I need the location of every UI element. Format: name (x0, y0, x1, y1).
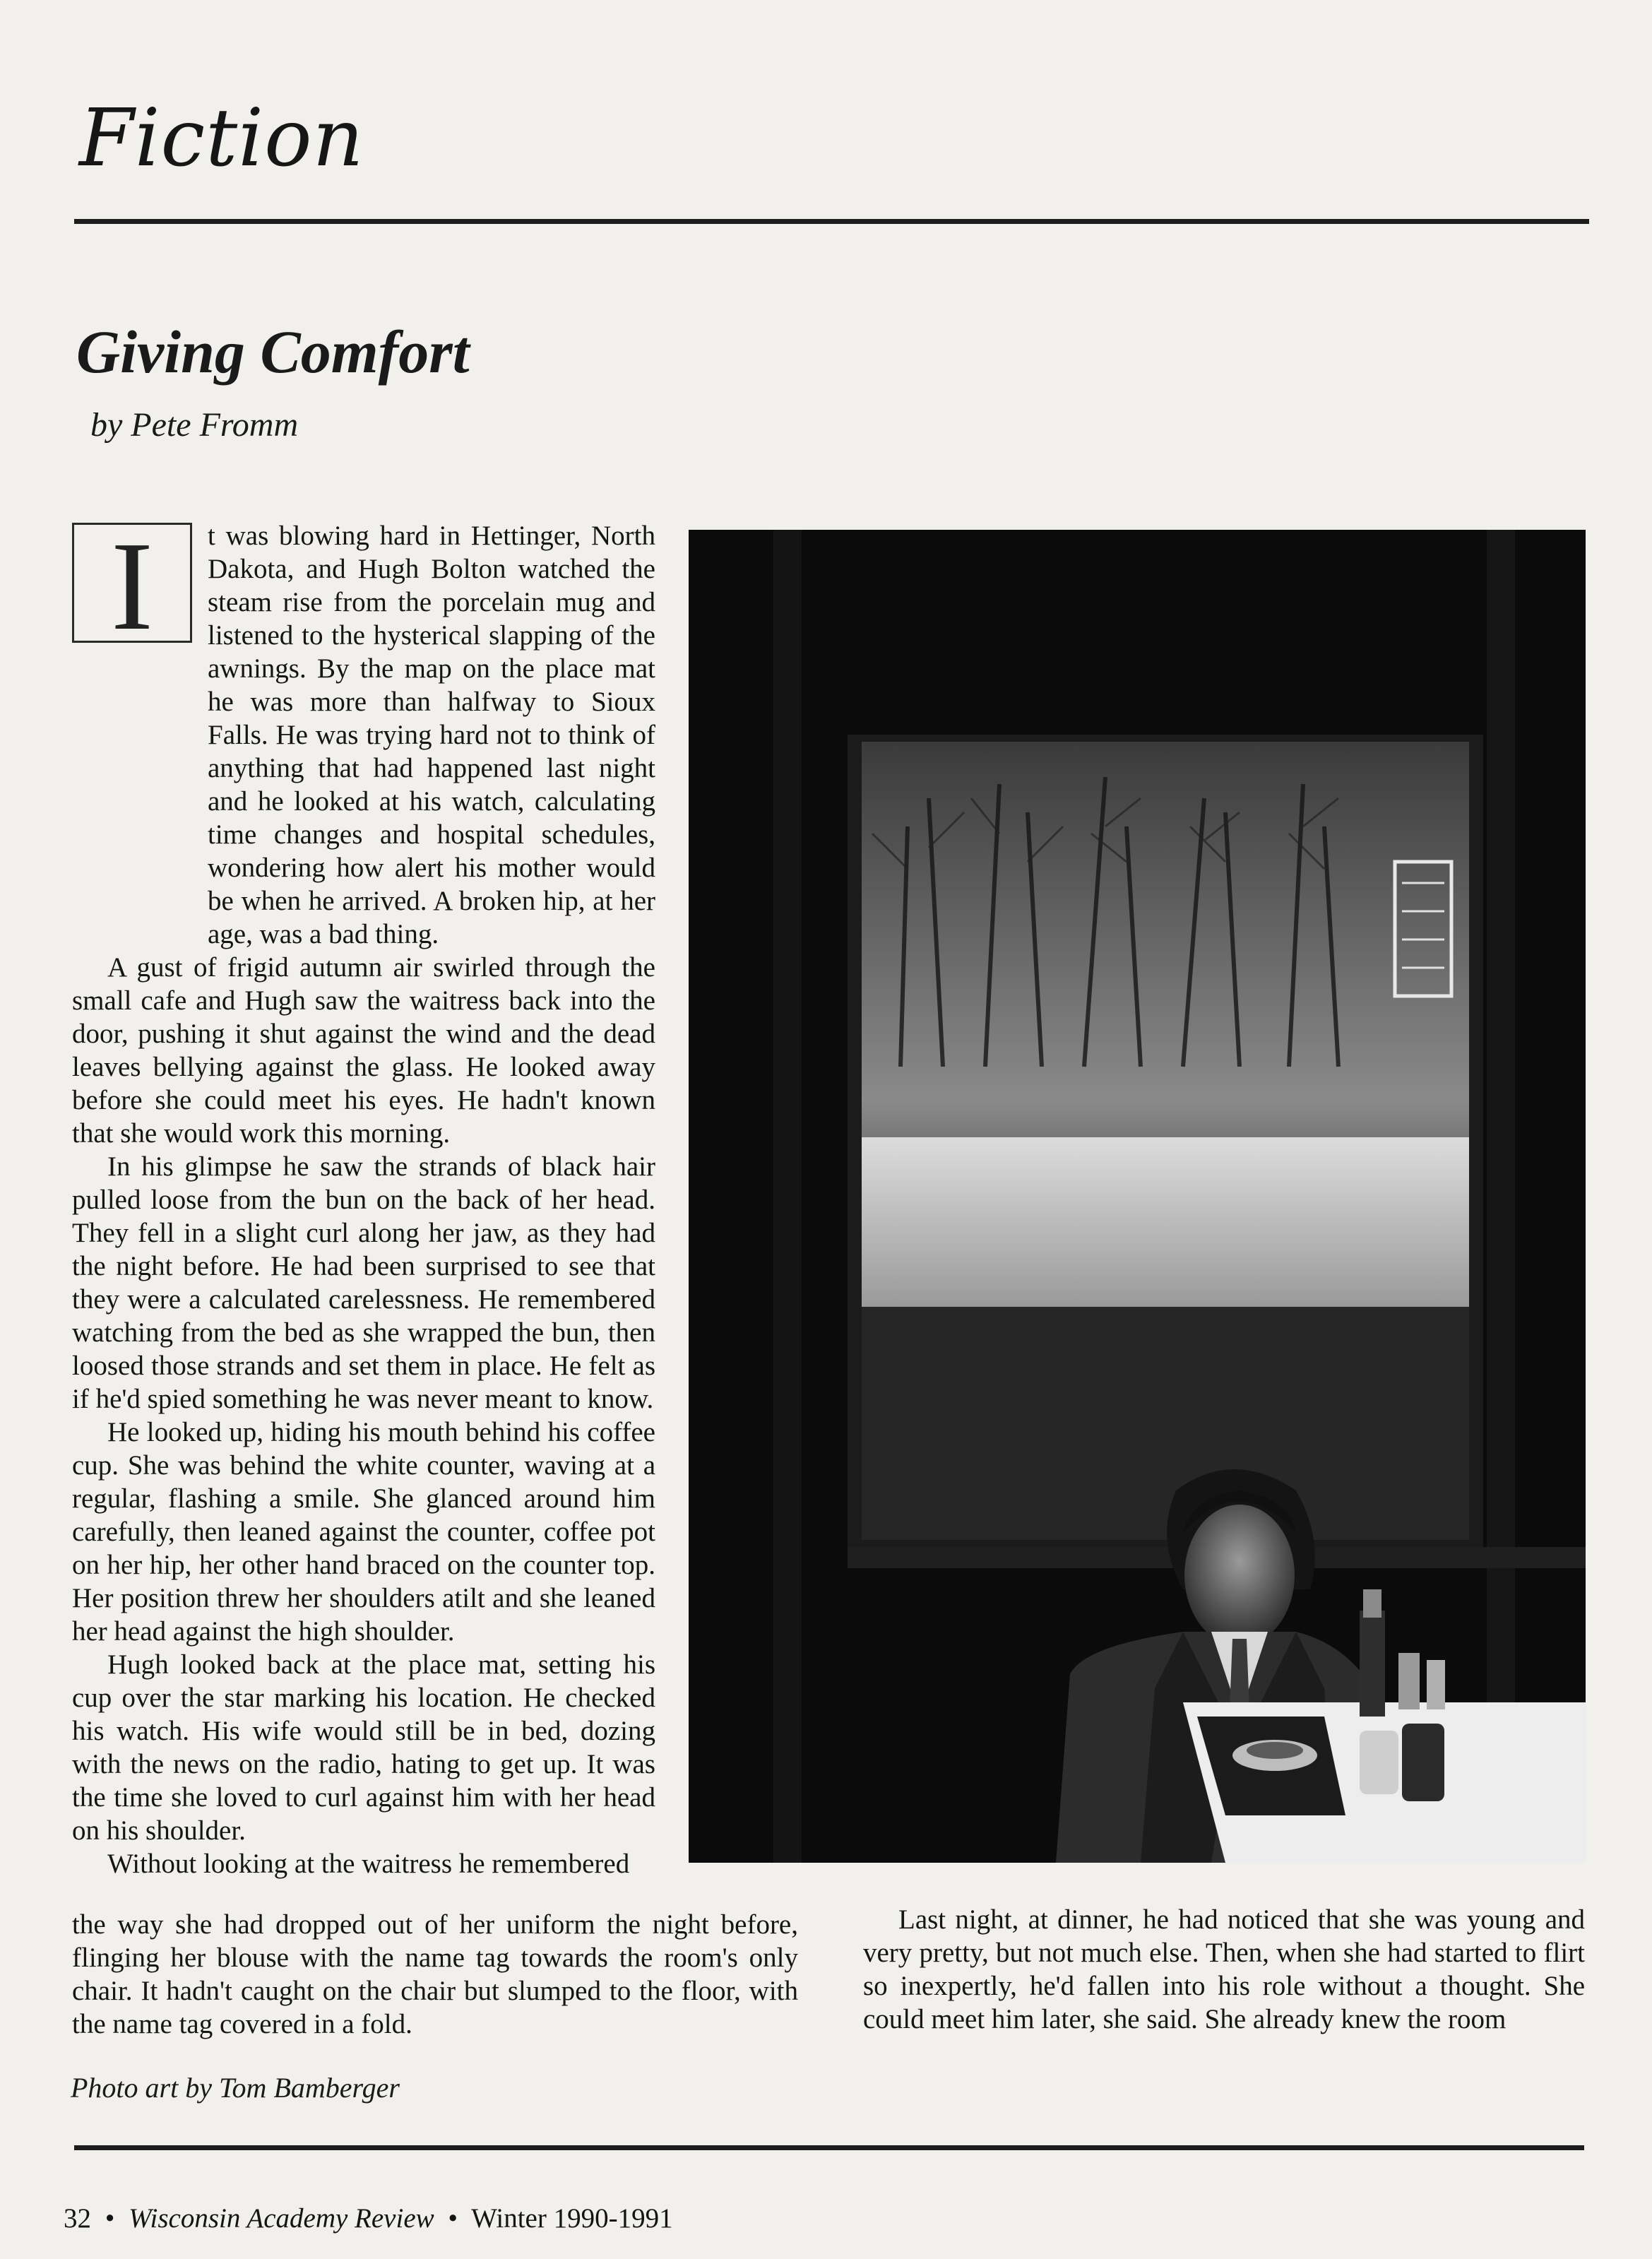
publication-name: Wisconsin Academy Review (129, 2203, 434, 2234)
section-heading: Fiction (79, 93, 364, 184)
story-paragraph: In his glimpse he saw the strands of black hair pulled loose from the bun on the back of her head. They fell in a slight curl along her jaw, as they had the night before. He had been surprised to see that they were a calculated carelessness. He remembered watching from the bed as she wrapped the bun, then loosed those strands and set them in place. He felt as if he'd spied something he was never meant to know. (72, 1151, 655, 1414)
footer-separator: • (105, 2203, 115, 2234)
story-paragraph: t was blowing hard in Hettinger, North Dakota, and Hugh Bolton watched the steam rise from the porcelain mug and listened to the hysterical slapping of the awnings. By the map on the place mat he was more than halfway to Sioux Falls. He was trying hard not to think of anything that had happened last night and he looked at his watch, calculating time changes and hospital schedules, wondering how alert his mother would be when he arrived. A broken hip, at her age, was a bad thing. (208, 521, 655, 949)
story-paragraph: He looked up, hiding his mouth behind his coffee cup. She was behind the white counter, waving at a regular, flashing a smile. She glanced around him carefully, then leaned against the counter, coffee pot on her hip, her other hand braced on the counter top. Her position threw her shoulders atilt and she leaned her head against the high shoulder. (72, 1417, 655, 1647)
footer-rule (74, 2145, 1584, 2150)
story-paragraph-continuation: the way she had dropped out of her uniform the night before, flinging her blouse with the name tag towards the room's only chair. It hadn't caught on the chair but slumped to the floor, with the name tag covered in a fold. (72, 1909, 798, 2039)
issue-date: Winter 1990-1991 (471, 2203, 673, 2234)
story-title: Giving Comfort (76, 318, 470, 386)
footer-separator: • (448, 2203, 458, 2234)
drop-cap: I (72, 523, 192, 643)
story-paragraph: Without looking at the waitress he remembered (107, 1849, 630, 1879)
story-column-left (72, 519, 655, 1880)
byline: by Pete Fromm (90, 406, 299, 444)
photo-credit: Photo art by Tom Bamberger (71, 2072, 400, 2104)
header-rule (74, 219, 1589, 224)
page-footer (64, 2202, 673, 2234)
story-column-right: Last night, at dinner, he had noticed that she was young and very pretty, but not much else. Then, when she had started to flirt so inexpertly, he'd fallen into his role without a thought. She could meet him later, she said. She already knew the room (863, 1904, 1585, 2034)
story-paragraph: A gust of frigid autumn air swirled through the small cafe and Hugh saw the waitress back into the door, pushing it shut against the wind and the dead leaves bellying against the glass. He looked away before she could meet his eyes. He hadn't known that she would work this morning. (72, 952, 655, 1149)
story-paragraph: Hugh looked back at the place mat, setting his cup over the star marking his location. He checked his watch. His wife would still be in bed, dozing with the news on the radio, hating to get up. It was the time she loved to curl against him with her head on his shoulder. (72, 1649, 655, 1846)
page-number: 32 (64, 2203, 91, 2234)
photo-man-in-diner (689, 530, 1586, 1863)
